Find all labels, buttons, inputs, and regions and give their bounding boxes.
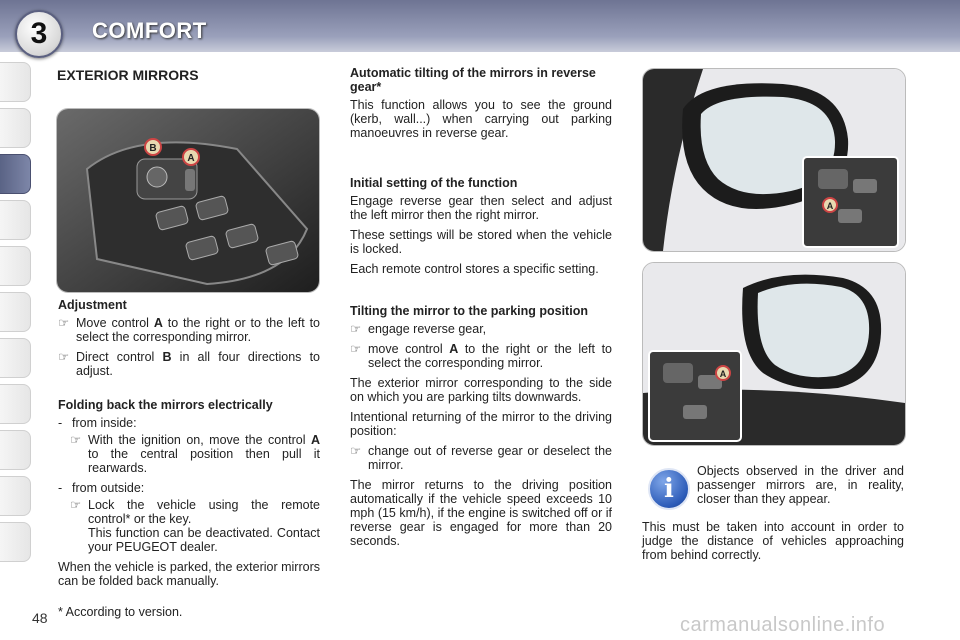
initial-setting-p1: Engage reverse gear then select and adjust the left mirror then the right mirror. (350, 194, 612, 222)
tilting-title: Tilting the mirror to the parking position (350, 304, 588, 318)
section-title: EXTERIOR MIRRORS (57, 67, 199, 83)
side-tab-2[interactable] (0, 108, 31, 148)
adjustment-bullet-2: ☞ Direct control B in all four directions to adjust. (58, 350, 321, 378)
from-outside-line: - from outside: (58, 481, 145, 495)
side-tab-8[interactable] (0, 384, 31, 424)
tilting-bullet-3: ☞ change out of reverse gear or deselect the mirror. (350, 444, 612, 472)
side-tab-9[interactable] (0, 430, 31, 470)
tilting-bullet-1: ☞ engage reverse gear, (350, 322, 487, 336)
label-a-marker-top: A (826, 201, 834, 211)
inside-bullet: ☞ With the ignition on, move the control A to the central position then pull it rearwards. (70, 433, 320, 475)
pointing-hand-icon: ☞ (70, 498, 82, 512)
side-tab-1[interactable] (0, 62, 31, 102)
from-inside-line: - from inside: (58, 416, 137, 430)
info-text-1: Objects observed in the driver and passenger mirrors are, in reality, closer than they appear. (697, 464, 904, 506)
initial-setting-p2: These settings will be stored when the vehicle is locked. (350, 228, 612, 256)
tilting-p3: The mirror returns to the driving position automatically if the vehicle speed exceeds 10 mph (15 km/h), if the engine is switched off or if reverse gear is engaged for more than 20 seconds. (350, 478, 612, 548)
chapter-title: COMFORT (92, 18, 207, 43)
chapter-number-badge: 3 (15, 10, 63, 58)
pointing-hand-icon: ☞ (58, 350, 70, 364)
side-tab-4[interactable] (0, 200, 31, 240)
auto-tilt-title: Automatic tilting of the mirrors in reverse gear* (350, 66, 596, 94)
side-tab-5[interactable] (0, 246, 31, 286)
adjustment-title: Adjustment (58, 298, 127, 312)
pointing-hand-icon: ☞ (58, 316, 70, 330)
footnote: * According to version. (58, 605, 183, 619)
mirror-image-bottom (642, 262, 906, 446)
side-tab-strip (0, 62, 34, 568)
left-column (58, 298, 320, 594)
side-tab-6[interactable] (0, 292, 31, 332)
side-tab-11[interactable] (0, 522, 31, 562)
door-controls-image (56, 108, 320, 293)
pointing-hand-icon: ☞ (350, 342, 362, 356)
adjustment-bullet-1: ☞ Move control A to the right or to the left to select the corresponding mirror. (58, 316, 321, 344)
initial-setting-title: Initial setting of the function (350, 176, 518, 190)
tilting-p1: The exterior mirror corresponding to the side on which you are parking tilts downwards. (350, 376, 612, 404)
info-icon: i (648, 468, 690, 510)
pointing-hand-icon: ☞ (350, 444, 362, 458)
watermark: carmanualsonline.info (680, 614, 886, 636)
pointing-hand-icon: ☞ (350, 322, 362, 336)
label-a-marker-bottom: A (719, 369, 727, 379)
auto-tilt-text: This function allows you to see the ground (kerb, wall...) when carrying out parking manoeuvres in reverse gear. (350, 98, 612, 140)
side-tab-10[interactable] (0, 476, 31, 516)
page-number: 48 (32, 610, 48, 626)
tilting-p2: Intentional returning of the mirror to the driving position: (350, 410, 612, 438)
middle-column (350, 66, 612, 554)
pointing-hand-icon: ☞ (70, 433, 82, 447)
outside-bullet: ☞ Lock the vehicle using the remote control* or the key. This function can be deactivated. Contact your PEUGEOT dealer. (70, 498, 320, 554)
folding-title: Folding back the mirrors electrically (58, 398, 273, 412)
tilting-bullet-2: ☞ move control A to the right or the left to select the corresponding mirror. (350, 342, 612, 370)
initial-setting-p3: Each remote control stores a specific setting. (350, 262, 599, 276)
label-a-marker: A (187, 153, 195, 164)
side-tab-3-active[interactable] (0, 154, 31, 194)
label-b-marker: B (149, 143, 157, 154)
info-text-2: This must be taken into account in order to judge the distance of vehicles approaching from behind correctly. (642, 520, 904, 562)
mirror-image-top (642, 68, 906, 252)
parked-paragraph: When the vehicle is parked, the exterior mirrors can be folded back manually. (58, 560, 320, 588)
side-tab-7[interactable] (0, 338, 31, 378)
